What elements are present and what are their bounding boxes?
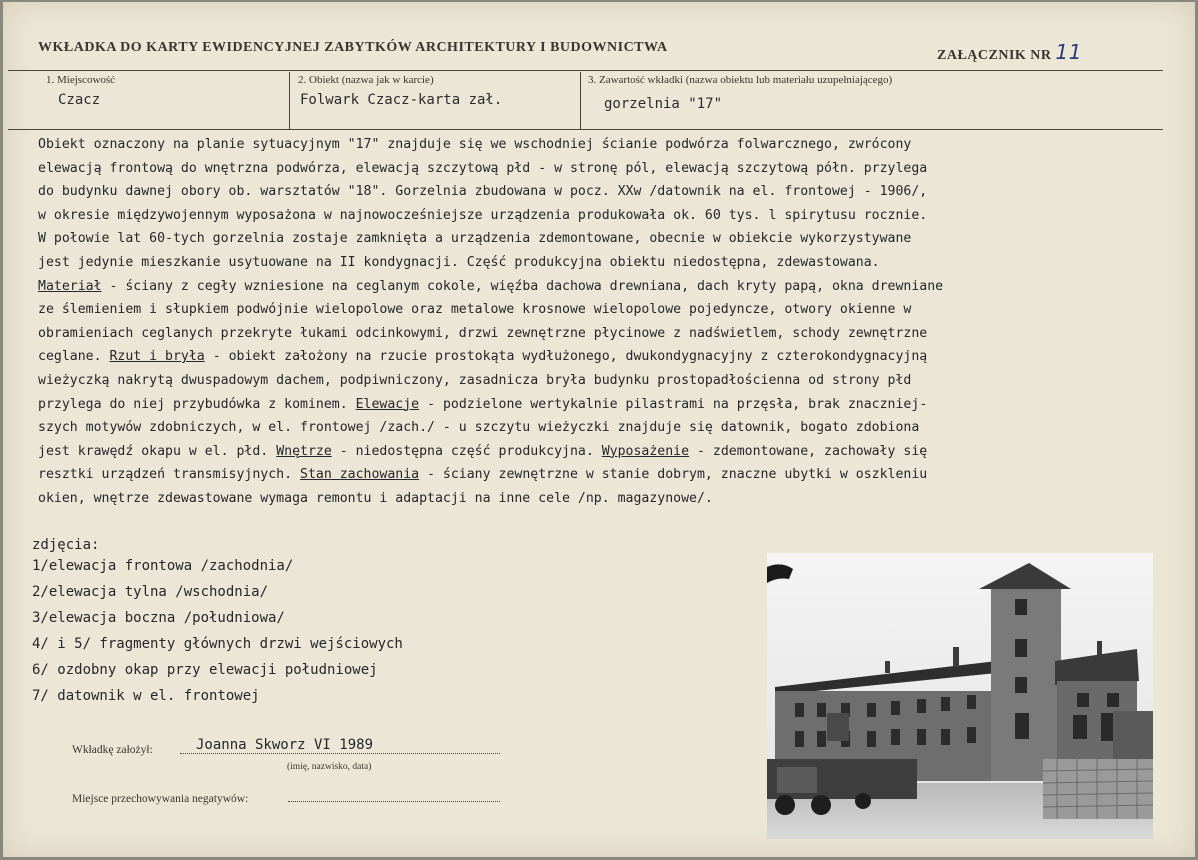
text-line: przylega do niej przybudówka z kominem. Elewacje - podzielone wertykalnie pilastrami na przęsła, brak znaczniej- bbox=[38, 396, 928, 412]
attachment-label: ZAŁĄCZNIK NR bbox=[937, 48, 1052, 63]
text-line: wieżyczką nakrytą dwuspadowym dachem, podpiwniczony, zasadnicza bryła budynku prostopadłościenna od strony płd bbox=[38, 372, 912, 388]
content-value: gorzelnia "17" bbox=[604, 96, 723, 112]
section-heading-material: Materiał bbox=[38, 278, 102, 294]
section-heading-equipment: Wyposażenie bbox=[601, 443, 690, 459]
object-label: 2. Obiekt (nazwa jak w karcie) bbox=[298, 74, 434, 86]
section-heading-elevations: Elewacje bbox=[355, 396, 420, 412]
fields-rule bbox=[8, 129, 1163, 130]
text-line: w okresie międzywojennym wyposażona w najnowocześniejsze urządzenia produkowała ok. 60 tys. l spirytusu rocznie. bbox=[38, 207, 928, 223]
text-line: okien, wnętrze zdewastowane wymaga remontu i adaptacji na inne cele /np. magazynowe/. bbox=[38, 490, 713, 506]
divider bbox=[289, 72, 290, 129]
text-line: Obiekt oznaczony na planie sytuacyjnym "17" znajduje się we wschodniej ścianie podwórza folwarcznego, zwrócony bbox=[38, 137, 912, 152]
top-rule bbox=[8, 70, 1163, 71]
photo-list-title: zdjęcia: bbox=[32, 537, 100, 553]
text-line: ceglane. Rzut i bryła - obiekt założony na rzucie prostokąta wydłużonego, dwukondygnacyjny z czterokondygnacyjną bbox=[38, 349, 928, 365]
created-by-hint: (imię, nazwisko, data) bbox=[287, 762, 372, 772]
text-line: obramieniach ceglanych przekryte łukami odcinkowymi, drzwi zewnętrzne płycinowe z nadświetlem, schody zewnętrzne bbox=[38, 325, 928, 341]
negatives-storage-label: Miejsce przechowywania negatywów: bbox=[72, 793, 249, 805]
text-line: W połowie lat 60-tych gorzelnia zostaje zamknięta a urządzenia zdemontowane, obecnie w obiekcie wykorzystywane bbox=[38, 231, 912, 247]
photo-list-item: 4/ i 5/ fragmenty głównych drzwi wejściowych bbox=[32, 636, 403, 652]
section-heading-plan: Rzut i bryła bbox=[109, 349, 205, 365]
created-by-label: Wkładkę założył: bbox=[72, 744, 153, 756]
divider bbox=[580, 72, 581, 129]
section-heading-interior: Wnętrze bbox=[276, 443, 332, 459]
text-line: elewacją frontową do wnętrzna podwórza, elewacją szczytową płd - w stronę pól, elewacją szczytową półn. przylega bbox=[38, 160, 928, 176]
signature-line bbox=[180, 753, 500, 754]
photo-list-item: 7/ datownik w el. frontowej bbox=[32, 688, 260, 704]
attachment-number bbox=[937, 40, 1082, 64]
text-line: jest jedynie mieszkanie usytuowane na II kondygnacji. Część produkcyjna obiektu niedostępna, zdewastowana. bbox=[38, 254, 880, 270]
text-line: resztki urządzeń transmisyjnych. Stan zachowania - ściany zewnętrzne w stanie dobrym, znaczne ubytki w oszkleniu bbox=[38, 467, 928, 483]
photo-list-item: 1/elewacja frontowa /zachodnia/ bbox=[32, 558, 294, 574]
photo-list-item: 6/ ozdobny okap przy elewacji południowej bbox=[32, 662, 378, 678]
text-line: Materiał - ściany z cegły wzniesione na ceglanym cokole, więźba dachowa drewniana, dach kryty papą, okna drewniane bbox=[38, 278, 944, 294]
locality-value: Czacz bbox=[58, 92, 101, 108]
content-label: 3. Zawartość wkładki (nazwa obiektu lub materiału uzupełniającego) bbox=[588, 74, 893, 86]
building-photo bbox=[767, 553, 1153, 839]
section-heading-condition: Stan zachowania bbox=[300, 467, 420, 483]
text-line: do budynku dawnej obory ob. warsztatów "18". Gorzelnia zbudowana w pocz. XXw /datownik na el. frontowej - 1906/, bbox=[38, 184, 928, 200]
text-line: szych motywów zdobniczych, w el. frontowej /zach./ - u szczytu wieżyczki znajduje się datownik, bogato zdobiona bbox=[38, 420, 920, 436]
photo-list-item: 3/elewacja boczna /południowa/ bbox=[32, 610, 285, 626]
photo-list-item: 2/elewacja tylna /wschodnia/ bbox=[32, 584, 269, 600]
card-title: WKŁADKA DO KARTY EWIDENCYJNEJ ZABYTKÓW ARCHITEKTURY I BUDOWNICTWA bbox=[38, 40, 668, 55]
description-text bbox=[38, 133, 1168, 511]
locality-label: 1. Miejscowość bbox=[46, 74, 116, 86]
distillery-photo-illustration bbox=[767, 553, 1153, 839]
attachment-number-value: 11 bbox=[1055, 40, 1082, 64]
photo-list bbox=[32, 537, 403, 709]
object-value: Folwark Czacz-karta zał. bbox=[300, 92, 503, 108]
storage-line bbox=[288, 801, 500, 802]
text-line: ze ślemieniem i słupkiem podwójnie wielopolowe oraz metalowe krosnowe wielopolowe pojedyncze, otwory okienne w bbox=[38, 302, 912, 318]
created-by-value: Joanna Skworz VI 1989 bbox=[196, 737, 374, 753]
text-line: jest krawędź okapu w el. płd. Wnętrze - niedostępna część produkcyjna. Wyposażenie - zdemontowane, zachowały się bbox=[38, 443, 928, 459]
